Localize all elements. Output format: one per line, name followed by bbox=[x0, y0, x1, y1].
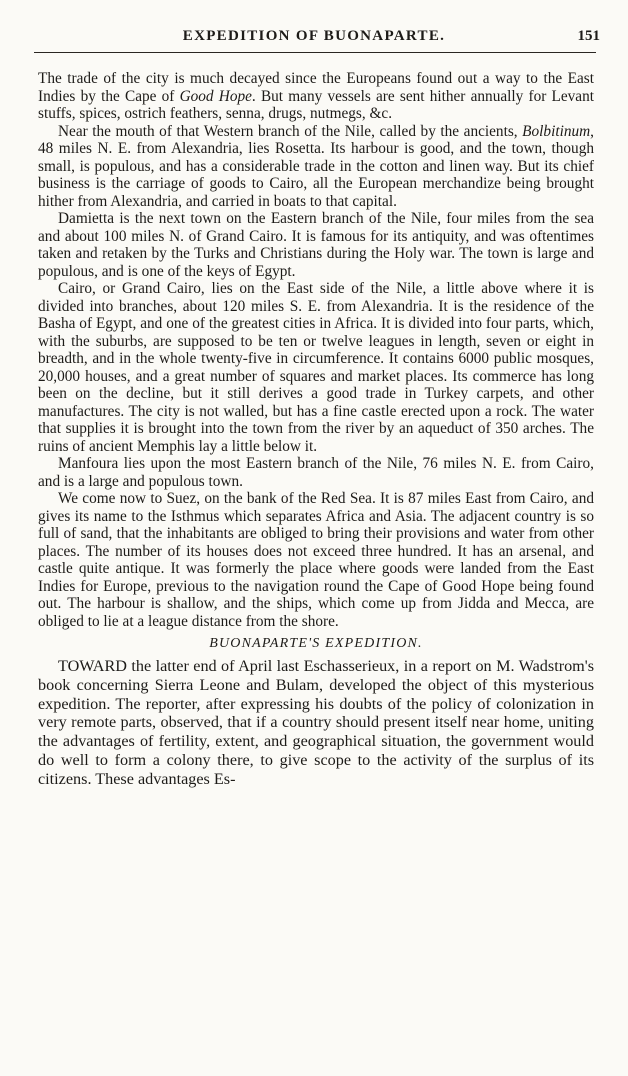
paragraph-text: Cairo, or Grand Cairo, lies on the East side of the Nile, a little above where it is divided into branches, about 120 miles S. E. from Alexandria. It is the residence of the Basha of Egypt, and one of the greatest cities in Africa. It is divided into four parts, which, with the suburbs, are supposed to be ten or twelve leagues in length, seven or eight in breadth, and in the whole twenty-five in circumference. It contains 6000 public mosques, 20,000 houses, and a great number of squares and market places. Its commerce has long been on the decline, but it still derives a good trade in Turkey carpets, and other manufactures. The city is not walled, but has a fine castle erected upon a rock. The water that supplies it is brought into the town from the river by an aqueduct of 350 arches. The ruins of ancient Memphis lay a little below it. bbox=[38, 280, 594, 455]
paragraph-text: The trade of the city is much decayed since the Europeans found out a way to the East Indies by the Cape of bbox=[38, 70, 594, 105]
paragraph bbox=[38, 210, 594, 280]
paragraph bbox=[38, 455, 594, 490]
section-heading: BUONAPARTE'S EXPEDITION. bbox=[209, 636, 423, 651]
paragraph-text: Manfoura lies upon the most Eastern branch of the Nile, 76 miles N. E. from Cairo, and is a large and populous town. bbox=[38, 455, 594, 490]
header-rule bbox=[34, 52, 596, 53]
paragraph-text: Damietta is the next town on the Eastern branch of the Nile, four miles from the sea and about 100 miles N. of Grand Cairo. It is famous for its antiquity, and was oftentimes taken and retaken by the Turks and Christians during the Holy war. The town is large and populous, and is one of the keys of Egypt. bbox=[38, 210, 594, 280]
paragraph-text: , 48 miles N. E. from Alexandria, lies Rosetta. Its harbour is good, and the town, though small, is populous, and has a considerable trade in the cotton and linen way. But its chief business is the carriage of goods to Cairo, all the European merchandize being brought hither from Alexandria, and carried in boats to that capital. bbox=[38, 122, 594, 210]
italic-term: Bolbitinum bbox=[522, 122, 591, 140]
italic-term: Good Hope bbox=[179, 87, 252, 105]
paragraph-text: We come now to Suez, on the bank of the Red Sea. It is 87 miles East from Cairo, and gives its name to the Isthmus which separates Africa and Asia. The adjacent country is so full of sand, that the inhabitants are obliged to bring their provisions and water from other places. The number of its houses does not exceed three hundred. It has an arsenal, and castle quite antique. It was formerly the place where goods were landed from the East Indies for Europe, previous to the navigation round the Cape of Good Hope being found out. The harbour is shallow, and the ships, which come up from Jidda and Mecca, are obliged to lie at a league distance from the shore. bbox=[38, 490, 594, 630]
paragraph bbox=[38, 490, 594, 630]
final-paragraph bbox=[38, 657, 594, 789]
page-number: 151 bbox=[577, 28, 600, 44]
paragraph bbox=[38, 70, 594, 123]
paragraph-text: Near the mouth of that Western branch of the Nile, called by the ancients, bbox=[58, 122, 523, 140]
paragraph bbox=[38, 123, 594, 211]
running-title: EXPEDITION OF BUONAPARTE. bbox=[182, 28, 446, 44]
final-paragraph-text: the latter end of April last Eschasserieux, in a report on M. Wadstrom's book concerning Sierra Leone and Bulam, developed the object of this mysterious expedition. The reporter, after expressing his doubts of the policy of colonization in very remote parts, observed, that if a country should present itself near home, uniting the advantages of fertility, extent, and geographical situation, the government would do well to form a colony there, to give scope to the activity of the surplus of its citizens. These advantages Es- bbox=[38, 657, 594, 788]
page-header bbox=[0, 28, 628, 50]
paragraph-list bbox=[38, 70, 594, 630]
paragraph-text: . But many vessels are sent hither annually for Levant stuffs, spices, ostrich feathers, senna, drugs, nutmegs, &c. bbox=[38, 87, 594, 122]
opening-word: TOWARD bbox=[58, 657, 127, 675]
paragraph bbox=[38, 280, 594, 455]
body-text bbox=[38, 70, 594, 789]
